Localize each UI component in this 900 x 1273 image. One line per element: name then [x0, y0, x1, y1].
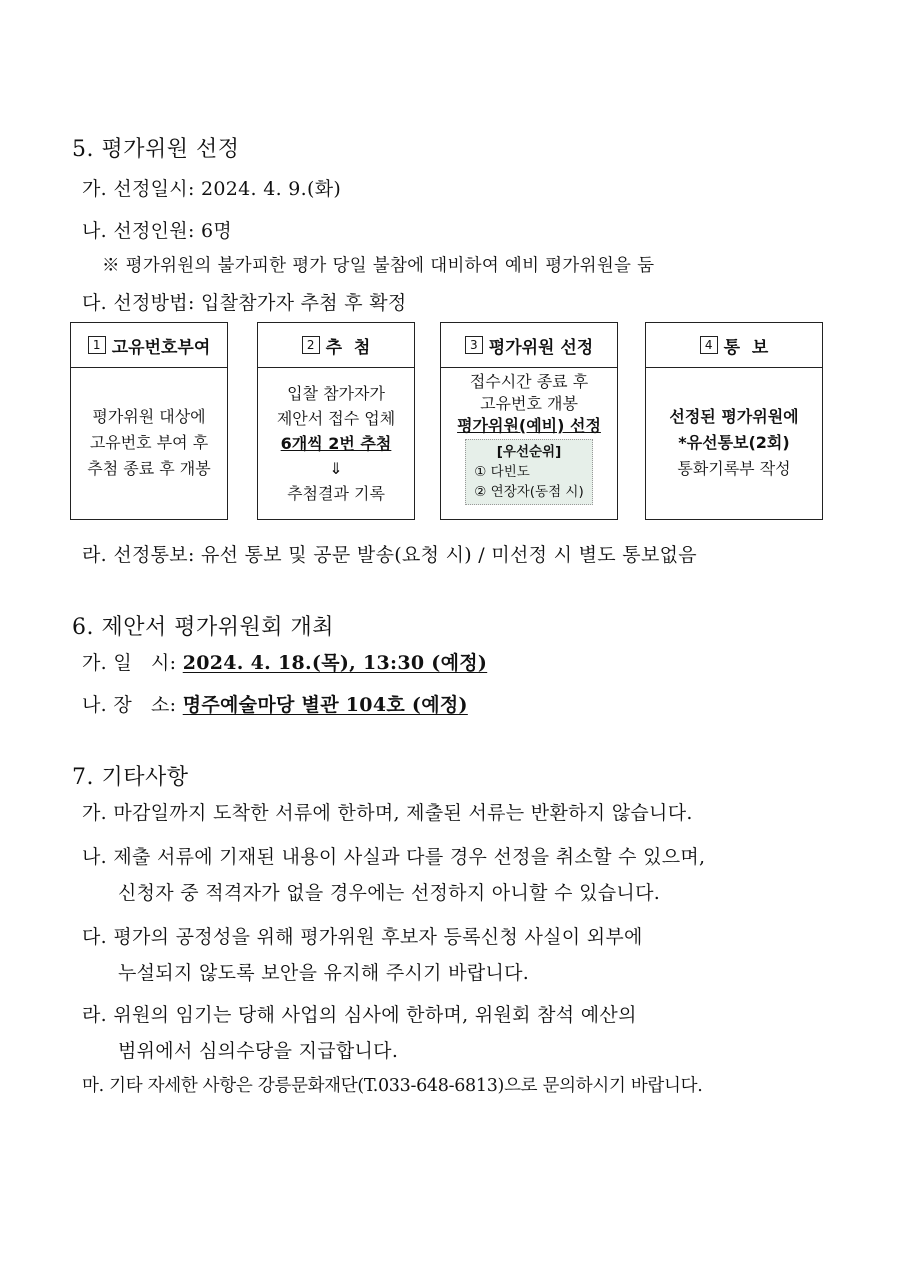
step-4-line: 통화기록부 작성 [677, 459, 791, 478]
meeting-date-value: 2024. 4. 18.(목), 13:30 (예정) [182, 652, 488, 674]
selection-notice: 라. 선정통보: 유선 통보 및 공문 발송(요청 시) / 미선정 시 별도 통보없음 [82, 544, 697, 566]
step-4-number: 4 [700, 336, 718, 354]
step-2-line: 추첨결과 기록 [287, 483, 385, 503]
step-3-number: 3 [465, 336, 483, 354]
note-d-line1: 라. 위원의 임기는 당해 사업의 심사에 한하며, 위원회 참석 예산의 [82, 1004, 637, 1026]
step-4-title: 통 보 [723, 337, 769, 358]
priority-title: [우선순위] [496, 444, 562, 460]
step-1-line: 고유번호 부여 후 [89, 433, 209, 452]
step-3-title: 평가위원 선정 [488, 337, 594, 358]
priority-item: ① 다빈도 [474, 464, 530, 480]
step-1-line: 추첨 종료 후 개봉 [87, 459, 211, 478]
step-3-line: 고유번호 개봉 [480, 394, 578, 413]
step-box-4 [645, 322, 823, 520]
step-3-body [441, 367, 617, 519]
note-d-line2: 범위에서 심의수당을 지급합니다. [118, 1040, 399, 1062]
step-3-header [441, 323, 617, 368]
selection-date: 가. 선정일시: 2024. 4. 9.(화) [82, 178, 342, 200]
section5-title: 5. 평가위원 선정 [72, 137, 240, 162]
step-1-title: 고유번호부여 [111, 337, 211, 358]
step-3-highlight: 평가위원(예비) 선정 [457, 416, 601, 435]
note-c-line2: 누설되지 않도록 보안을 유지해 주시기 바랍니다. [118, 962, 530, 984]
note-c-line1: 다. 평가의 공정성을 위해 평가위원 후보자 등록신청 사실이 외부에 [82, 926, 643, 948]
step-box-2 [257, 322, 415, 520]
step-1-line: 평가위원 대상에 [92, 407, 206, 426]
step-4-line: 선정된 평가위원에 [669, 407, 799, 426]
step-4-body [646, 367, 822, 519]
selection-count: 나. 선정인원: 6명 [82, 220, 233, 242]
step-2-line: 제안서 접수 업체 [276, 408, 396, 428]
note-a: 가. 마감일까지 도착한 서류에 한하며, 제출된 서류는 반환하지 않습니다. [82, 802, 693, 824]
selection-method: 다. 선정방법: 입찰참가자 추첨 후 확정 [82, 292, 407, 314]
step-4-line: *유선통보(2회) [678, 433, 790, 452]
note-b-line1: 나. 제출 서류에 기재된 내용이 사실과 다를 경우 선정을 취소할 수 있으며, [82, 846, 706, 868]
step-2-body [258, 367, 414, 519]
priority-item: ② 연장자(동점 시) [474, 484, 584, 500]
step-3-line: 접수시간 종료 후 [469, 372, 589, 391]
section7-title: 7. 기타사항 [72, 765, 189, 790]
note-b-line2: 신청자 중 적격자가 없을 경우에는 선정하지 아니할 수 있습니다. [118, 882, 661, 904]
step-4-header [646, 323, 822, 368]
step-box-3 [440, 322, 618, 520]
step-2-highlight: 6개씩 2번 추첨 [280, 433, 392, 453]
step-1-body [71, 367, 227, 519]
priority-box [465, 439, 592, 505]
reserve-note: ※ 평가위원의 불가피한 평가 당일 불참에 대비하여 예비 평가위원을 둠 [102, 256, 655, 276]
step-box-1 [70, 322, 228, 520]
down-arrow-icon: ⇓ [329, 458, 343, 478]
note-e: 마. 기타 자세한 사항은 강릉문화재단(T.033-648-6813)으로 문의하시기 바랍니다. [82, 1076, 703, 1096]
meeting-date-label: 가. 일 시: [82, 652, 177, 674]
meeting-place-value: 명주예술마당 별관 104호 (예정) [182, 694, 468, 716]
step-2-number: 2 [302, 336, 320, 354]
step-2-line: 입찰 참가자가 [287, 383, 385, 403]
meeting-place-label: 나. 장 소: [82, 694, 177, 716]
step-2-header [258, 323, 414, 368]
step-1-number: 1 [88, 336, 106, 354]
section6-title: 6. 제안서 평가위원회 개최 [72, 615, 334, 640]
step-1-header [71, 323, 227, 368]
step-2-title: 추 첨 [325, 337, 371, 358]
